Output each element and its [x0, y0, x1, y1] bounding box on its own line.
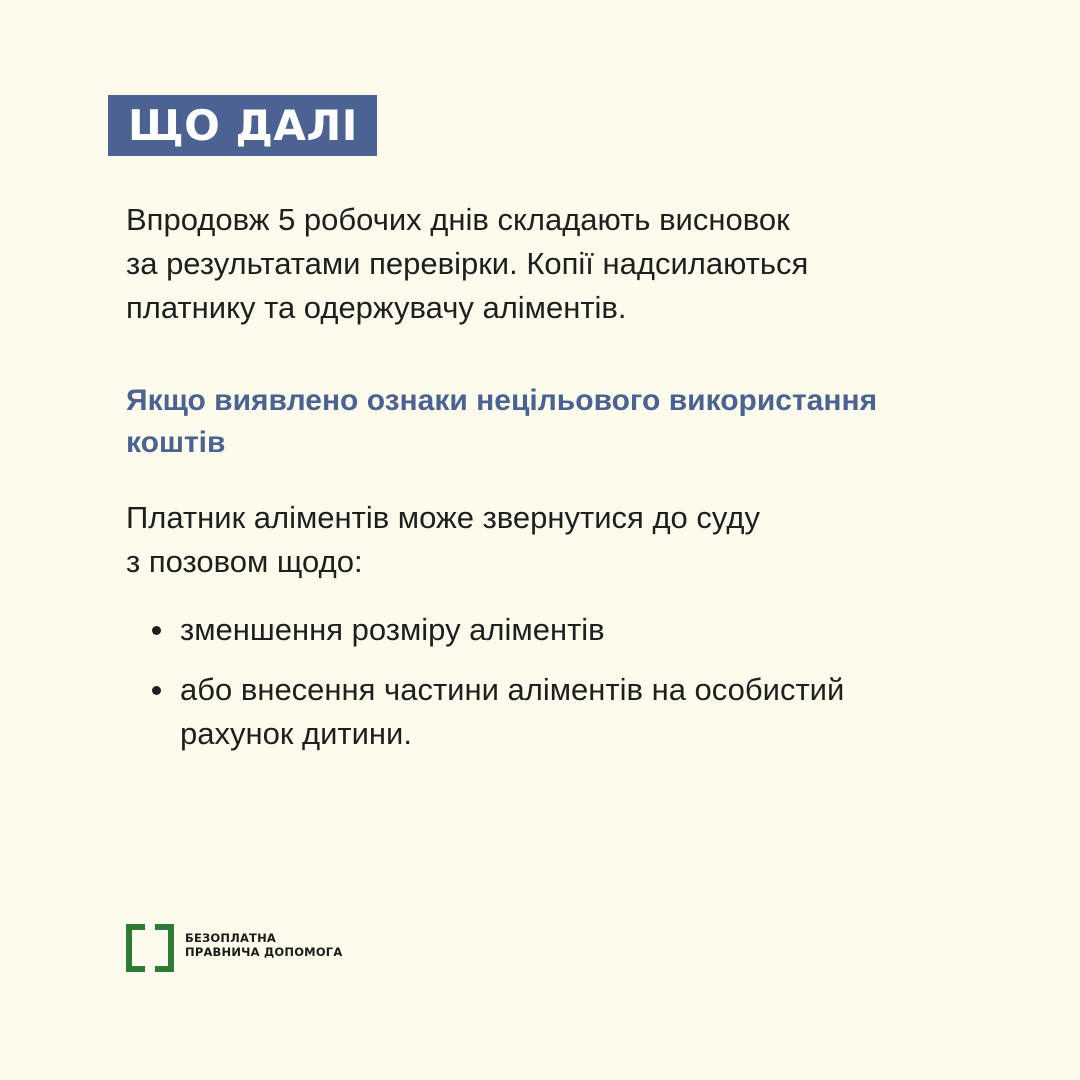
page-title: ЩО ДАЛІ	[108, 95, 377, 156]
right-bracket-icon	[155, 924, 174, 972]
list-item	[126, 608, 956, 652]
bullet-icon	[152, 686, 161, 695]
left-bracket-icon	[126, 924, 145, 972]
logo-line-1: БЕЗОПЛАТНА	[185, 931, 277, 945]
intro-line: платнику та одержувачу аліментів.	[126, 290, 627, 325]
subheading-line: Якщо виявлено ознаки нецільового використання	[126, 384, 878, 417]
bracket-logo-icon	[126, 924, 174, 966]
list-item-line: рахунок дитини.	[180, 716, 412, 751]
section-subheading	[126, 380, 976, 464]
payer-line: Платник аліментів може звернутися до суду	[126, 500, 760, 535]
payer-line: з позовом щодо:	[126, 544, 363, 579]
logo-text	[185, 931, 342, 959]
logo-line-2: ПРАВНИЧА ДОПОМОГА	[185, 945, 343, 959]
list-item	[126, 668, 956, 756]
options-list	[126, 608, 956, 772]
bullet-icon	[152, 626, 161, 635]
subheading-line: коштів	[126, 426, 226, 459]
intro-line: Впродовж 5 робочих днів складають висновок	[126, 202, 790, 237]
intro-line: за результатами перевірки. Копії надсилаються	[126, 246, 809, 281]
payer-paragraph	[126, 496, 956, 584]
intro-paragraph	[126, 198, 956, 330]
list-item-line: зменшення розміру аліментів	[180, 612, 605, 647]
list-item-line: або внесення частини аліментів на особистий	[180, 672, 845, 707]
brand-logo	[126, 924, 342, 966]
